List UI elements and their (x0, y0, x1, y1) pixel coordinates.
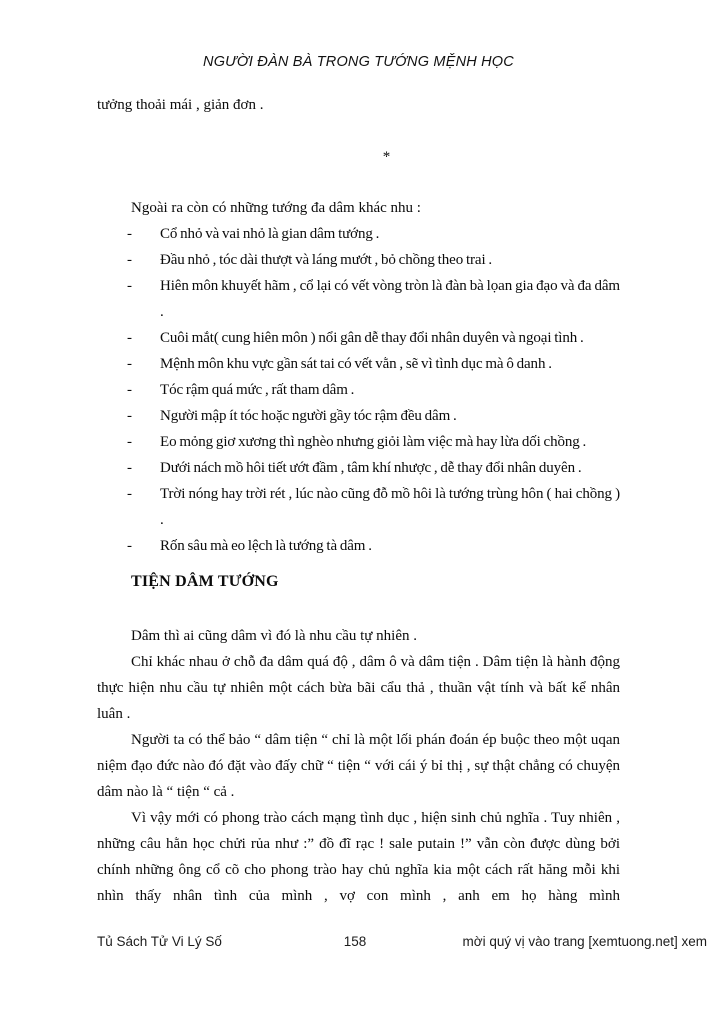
list-item-text: Cổ nhỏ và vai nhỏ là gian dâm tướng . (160, 226, 380, 242)
list-marker: - (127, 434, 132, 450)
list-marker: - (127, 538, 132, 554)
section-heading: TIỆN DÂM TƯỚNG (131, 573, 279, 590)
footer-note: mời quý vị vào trang [xemtuong.net] xem (462, 934, 707, 949)
page-header-title: NGƯỜI ĐÀN BÀ TRONG TƯỚNG MỆNH HỌC (203, 54, 514, 70)
list-marker: - (127, 356, 132, 372)
list-item-text: Eo mỏng giơ xương thì nghèo nhưng giỏi làm việc mà hay lừa dối chồng . (160, 434, 587, 450)
list-marker: - (127, 278, 132, 294)
page-number: 158 (343, 934, 367, 949)
list-item-text: Người mập ít tóc hoặc người gầy tóc rậm đều dâm . (160, 408, 457, 424)
list-intro: Ngoài ra còn có những tướng đa dâm khác nhu : (131, 200, 421, 216)
section-separator: * (382, 149, 391, 165)
list-marker: - (127, 486, 132, 502)
list-marker: - (127, 460, 132, 476)
list-item-text: Hiên môn khuyết hãm , cổ lại có vết vòng tròn là đàn bà lọan gia đạo và đa dâm . (160, 278, 620, 320)
list-item-text: Cuôi mắt( cung hiên môn ) nổi gân dễ thay đổi nhân duyên và ngoại tình . (160, 330, 584, 346)
list-item (97, 533, 620, 559)
trait-list (97, 221, 620, 559)
paragraph: Vì vậy mới có phong trào cách mạng tình dục , hiện sinh chủ nghĩa . Tuy nhiên , những câu hằn học chửi rủa như :” đồ đĩ rạc ! sale putain !” vẫn còn được dùng bởi chính những ông cổ cõ cho phong trào hay chủ nghĩa kia một cách rất hăng mỗi khi nhìn thấy nhân tình của mình , vợ con mình , anh em họ hàng mình (97, 810, 620, 904)
list-item (97, 351, 620, 377)
list-marker: - (127, 226, 132, 242)
list-item-text: Dưới nách mồ hôi tiết ướt đầm , tâm khí nhược , dễ thay đổi nhân duyên . (160, 460, 582, 476)
paragraph: Người ta có thể bảo “ dâm tiện “ chỉ là một lối phán đoán ép buộc theo một uqan niệm đạo đức nào đó đặt vào đấy chữ “ tiện “ với cái ý bỉ thị , sự thật chẳng có chuyện dâm nào là “ tiện “ cả . (97, 732, 620, 800)
list-item (97, 455, 620, 481)
paragraph: Dâm thì ai cũng dâm vì đó là nhu cầu tự nhiên . (131, 628, 417, 644)
list-item (97, 403, 620, 429)
list-item (97, 325, 620, 351)
list-marker: - (127, 252, 132, 268)
list-item-text: Tóc rậm quá mức , rất tham dâm . (160, 382, 355, 398)
list-item-text: Mệnh môn khu vực gần sát tai có vết vằn , sẽ vì tình dục mà ô danh . (160, 356, 552, 372)
list-item-text: Rốn sâu mà eo lệch là tướng tà dâm . (160, 538, 372, 554)
continuation-line: tưởng thoải mái , giản đơn . (97, 97, 264, 113)
list-item (97, 481, 620, 533)
page-footer (0, 934, 717, 954)
list-item (97, 377, 620, 403)
list-item (97, 273, 620, 325)
list-item (97, 221, 620, 247)
list-item (97, 429, 620, 455)
list-item-text: Trời nóng hay trời rét , lúc nào cũng đỗ mồ hôi là tướng trùng hôn ( hai chồng ) . (160, 486, 620, 528)
paragraph: Chỉ khác nhau ở chỗ đa dâm quá độ , dâm ô và dâm tiện . Dâm tiện là hành động thực hiện nhu cầu tự nhiên một cách bừa bãi cẩu thả , thuần vật tính và bất kể nhân luân . (97, 654, 620, 722)
list-marker: - (127, 382, 132, 398)
page-body (97, 0, 620, 909)
list-marker: - (127, 330, 132, 346)
footer-series-title: Tủ Sách Tử Vi Lý Số (97, 934, 222, 949)
list-item (97, 247, 620, 273)
list-item-text: Đầu nhỏ , tóc dài thượt và láng mướt , bỏ chồng theo trai . (160, 252, 493, 268)
list-marker: - (127, 408, 132, 424)
